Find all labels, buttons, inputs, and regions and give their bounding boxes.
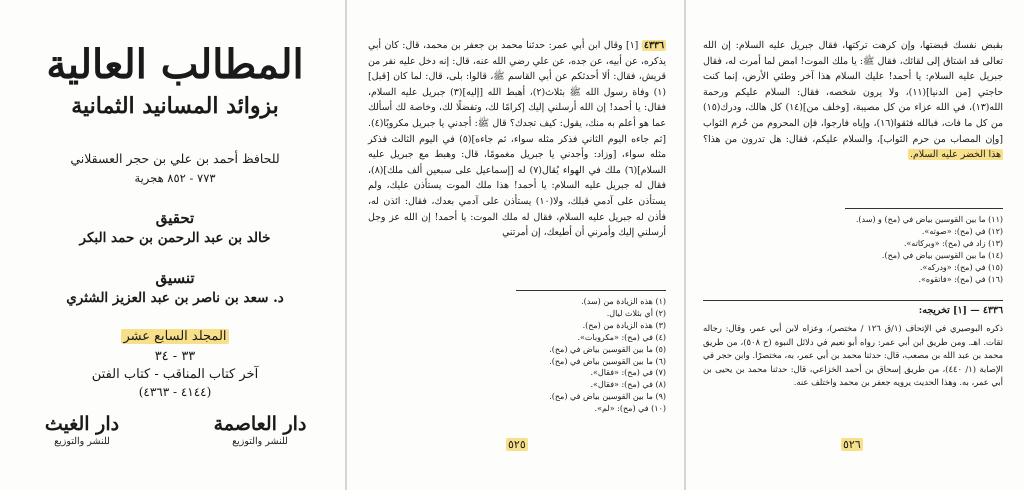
section-rule: [703, 300, 1003, 301]
publisher-left-sub: للنشر والتوزيع: [54, 436, 110, 447]
footnote: (٥) ما بين القوسين بياض في (مح).: [549, 344, 666, 354]
page-525-body: [368, 38, 666, 241]
footnote: (١٢) في (مح): «صوته».: [921, 226, 1003, 236]
footnote: (٩) ما بين القوسين بياض في (مح).: [549, 392, 666, 402]
page-number-525: ٥٢٥: [508, 438, 526, 451]
author-years: ٧٧٣ - ٨٥٢ هجرية: [134, 171, 216, 185]
page-525: [346, 0, 685, 490]
takhrij-text: ذكره البوصيري في الإتحاف (١/ق ١٢٦ / مختصر)، وعزاه لابن أبي عمر، وقال: رجاله ثقات. اهـ. ومن طريق ابن أبي عمر: رواه أبو نعيم في دلائل النبوة (ح ٥٠٨)، من طريق محمد بن عبد الله بن مصعب، قال: حدثنا محمد بن أبي عمر، به، مختصرًا. وابن حجر في الإصابة (١/ ٤٤٠)، من طريق إسحاق بن أحمد الخزاعي، قال: حدثنا محمد بن يحيى بن أبي عمر، به. وهذا الحديث يرويه جعفر بن محمد واختلف عنه.: [703, 323, 1003, 388]
page-526-footnotes: [745, 214, 1003, 285]
footnote: (١) هذه الزيادة من (سد).: [581, 297, 666, 306]
page-526-text: بقبض نفسك قبضتها، وإن كرهت تركتها، فقال جبريل عليه السلام: إن الله تعالى قد اشتاق إلى لقائك، فقال ﷺ: يا ملك الموت! امض لما أمرت له، فقال جبريل عليه السلام: يا أحمد! عليك السلام هذا آخر وطئي الأرض، إنما كنت حاجتي [من الدنيا](١١)، ولا يرون شخصه، فقال: السلام عليكم ورحمة الله(١٣)، في الله عزاء من كل مصيبة، [وخلف من](١٤) كل هالك، ودرك(١٥) من كل ما فات، فبالله فثقوا(١٦)، وإياه فارجوا، فإن المحروم من حُرم الثواب [وإن المصاب من حرم الثواب]، والسلام عليكم، فقال: هل تدرون من هذا؟: [703, 40, 1004, 145]
tahqiq-name: خالد بن عبد الرحمن بن حمد البكر: [79, 230, 271, 246]
takhrij-heading: ٤٣٣٦ — [١] تخريجه:: [918, 305, 1003, 316]
footnote: (٤) في (مح): «مكروبات».: [577, 332, 666, 342]
page-525-text: [١] وقال ابن أبي عمر: حدثنا محمد بن جعفر بن محمد، قال: كان أبي يذكره، عن أبيه، عن جده، عن علي رضي الله عنه، قال: إنه دخل عليه نفر من قريش، فقال: ألا أحدثكم عن أبي القاسم ﷺ، قالوا: بلى، قال: لما كان [قبل](١) وفاة رسول الله ﷺ بثلاث(٢)، أهبط الله [إليه](٣) جبريل عليه السلام، فقال: يا أحمد! إن الله أرسلني إليك إكرامًا لك، وتفضلًا لك، وخاصة لك أسألك عما هو أعلم به منك، يقول: كيف تجدك؟ قال ﷺ: أجدني يا جبريل مكروبًا(٤). [ثم جاءه اليوم الثاني فذكر مثله سواء، ثم جاءه](٥) في اليوم الثالث فذكر مثله سواء، [وزاد: وأجدني يا جبريل مغمومًا، قال: وهبط مع جبريل عليه السلام](٦) ملك في الهواء يُقال(٧) له [إسماعيل على سبعين ألف ملك](٨)، فقال له جبريل عليه السلام: يا أحمد! هذا ملك الموت يستأذن عليك، ولم يستأذن على آدمي قبلك، ولا(١٠) يستأذن على آدمي بعدك، فقال: ائذن له، فأذن له جبريل عليه السلام، فقال له ملك الموت: يا أحمد! إن الله عز وجل أرسلني إليك وأمرني أن أطيعك، إن أمرتني: [368, 40, 667, 239]
publisher-right-sub: للنشر والتوزيع: [232, 436, 288, 447]
book-subtitle: بزوائد المسانيد الثمانية: [71, 93, 279, 119]
footnote-rule: [516, 290, 666, 291]
cover-page: [0, 0, 346, 490]
volume-line: [30, 328, 320, 346]
footnote-rule: [845, 208, 1003, 209]
tahqiq-label: تحقيق: [155, 209, 195, 227]
tansiq-label: تنسيق: [155, 269, 195, 287]
footnote: (١٤) ما بين القوسين بياض في (مح).: [881, 250, 1003, 260]
page-526-body: [703, 38, 1003, 163]
page-number-526: ٥٢٦: [843, 438, 861, 451]
book-title: المطالب العالية: [46, 41, 304, 88]
footnote: (٧) في (مح): «فقال».: [590, 368, 666, 378]
footnote: (١٦) في (مح): «فاتقوه».: [918, 274, 1003, 284]
publisher-left-logo: [22, 413, 142, 448]
hadith-number: ٤٣٣٦: [643, 40, 664, 51]
hadith-range: (٤١٤٤ - ٤٣٦٣): [138, 385, 212, 399]
footnote: (٢) أي بثلاث ليال.: [606, 308, 666, 318]
publisher-right-logo: [200, 413, 320, 448]
footnote: (١٠) في (مح): «لم».: [594, 404, 666, 414]
books-covered: آخر كتاب المناقب - كتاب الفتن: [91, 367, 259, 382]
volume-range: ٣٣ - ٣٤: [154, 349, 196, 364]
volume-highlight: المجلد السابع عشر: [123, 329, 227, 344]
publisher-left-name: دار الغيث: [44, 413, 120, 435]
footnote: (٦) ما بين القوسين بياض في (مح).: [549, 356, 666, 366]
footnote: (١٥) في (مح): «ودركه».: [919, 262, 1003, 272]
footnote: (٨) في (مح): «فقال».: [590, 380, 666, 390]
footnote: (١١) ما بين القوسين بياض في (مح) و (سد).: [855, 215, 1003, 224]
tansiq-name: د. سعد بن ناصر بن عبد العزيز الشثري: [66, 290, 284, 306]
publisher-right-name: دار العاصمة: [213, 413, 307, 435]
highlighted-phrase: هذا الخضر عليه السلام.: [910, 149, 1001, 161]
page-526: [685, 0, 1024, 490]
footnote: (١٣) زاد في (مح): «وبركاته».: [903, 238, 1003, 248]
footnote: (٣) هذه الزيادة من (مح).: [582, 320, 666, 330]
page-number: [502, 438, 532, 451]
author-line: للحافظ أحمد بن علي بن حجر العسقلاني: [70, 151, 280, 166]
page-number: [837, 438, 867, 451]
page-525-footnotes: [426, 296, 666, 415]
